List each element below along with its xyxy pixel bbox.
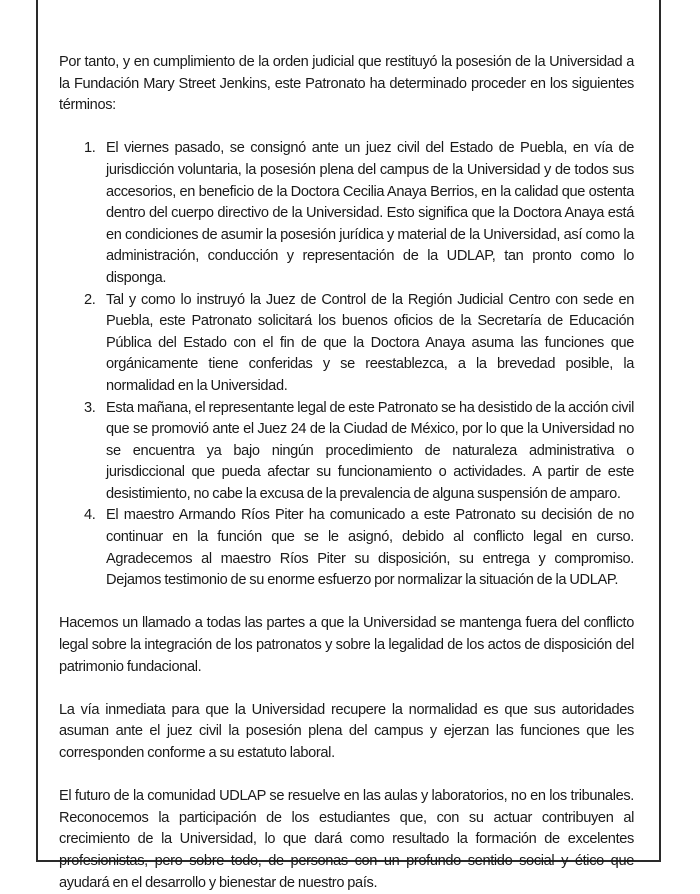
list-item-number: 4. [84,507,96,524]
list-item [59,290,634,398]
list-item-text: El viernes pasado, se consignó ante un juez civil del Estado de Puebla, en vía de jurisdicción voluntaria, la posesión plena del campus de la Universidad y de todos sus accesorios, en beneficio de la Doctora Cecilia Anaya Berrios, en la calidad que ostenta dentro del cuerpo directivo de la Universidad. Esto significa que la Doctora Anaya está en condiciones de asumir la posesión jurídica y material de la Universidad, así como la administración, conducción y representación de la UDLAP, tan pronto como lo disponga. [106,140,634,286]
document-body [59,52,634,894]
future-community-paragraph: El futuro de la comunidad UDLAP se resuelve en las aulas y laboratorios, no en los tribunales. Reconocemos la participación de los estudiantes que, con su actuar contribuyen al crecimiento de la Universidad, lo que dará como resultado la formación de excelentes profesionistas, pero sobre todo, de personas con un profundo sentido social y ético que ayudará en el desarrollo y bienestar de nuestro país. [59,788,634,891]
intro-paragraph: Por tanto, y en cumplimiento de la orden judicial que restituyó la posesión de la Universidad a la Fundación Mary Street Jenkins, este Patronato ha determinado proceder en los siguientes términos: [59,54,634,114]
immediate-path-paragraph: La vía inmediata para que la Universidad recupere la normalidad es que sus autoridades asuman ante el juez civil la posesión plena del campus y ejerzan las funciones que les corresponden conforme a su estatuto laboral. [59,701,634,761]
list-item-text: El maestro Armando Ríos Piter ha comunicado a este Patronato su decisión de no continuar en la función que se le asignó, debido al conflicto legal en curso. Agradecemos al maestro Ríos Piter su disposición, su entrega y compromiso. Dejamos testimonio de su enorme esfuerzo por normalizar la situación de la UDLAP. [106,507,634,589]
numbered-list [59,138,634,591]
call-to-parties-paragraph: Hacemos un llamado a todas las partes a que la Universidad se mantenga fuera del conflicto legal sobre la integración de los patronatos y sobre la legalidad de los actos de disposición del patrimonio fundacional. [59,615,634,675]
list-item-number: 1. [84,140,96,157]
paragraph-spacer [59,117,634,139]
list-item-text: Esta mañana, el representante legal de este Patronato se ha desistido de la acción civil que se promovió ante el Juez 24 de la Ciudad de México, por lo que la Universidad no se encuentra ya bajo ningún procedimiento de naturaleza administrativa o jurisdiccional que pueda afectar su funcionamiento o actividades. A partir de este desistimiento, no cabe la excusa de la prevalencia de alguna suspensión de amparo. [106,399,634,502]
list-item [59,505,634,591]
list-item [59,398,634,506]
paragraph-spacer [59,678,634,700]
list-item-number: 2. [84,291,96,308]
list-item-text: Tal y como lo instruyó la Juez de Control de la Región Judicial Centro con sede en Puebla, este Patronato solicitará los buenos oficios de la Secretaría de Educación Pública del Estado con el fin de que la Doctora Anaya asuma las funciones que orgánicamente tiene conferidas y se reestablezca, a la brevedad posible, la normalidad en la Universidad. [106,291,634,394]
paragraph-spacer [59,592,634,614]
list-item [59,138,634,289]
list-item-number: 3. [84,399,96,416]
paragraph-spacer [59,765,634,787]
